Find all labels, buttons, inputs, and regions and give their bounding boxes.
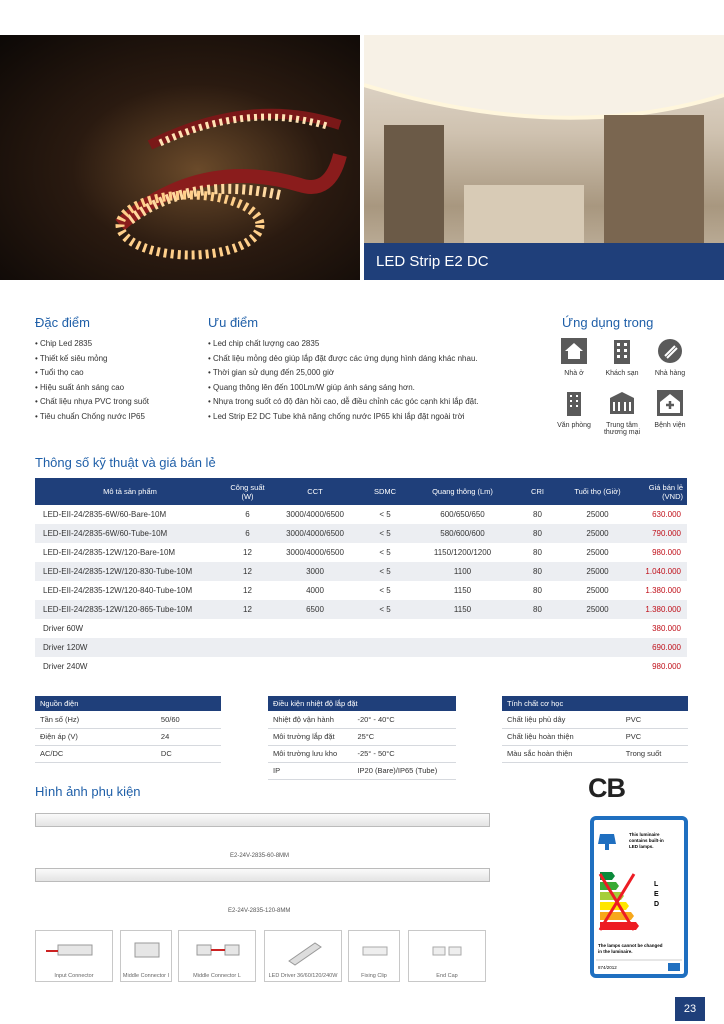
list-item: • Nhựa trong suốt có độ đàn hồi cao, dễ điều chỉnh các góc cạnh khi lắp đặt.: [208, 395, 538, 410]
table-row: Môi trường lưu kho -25° - 50°C: [268, 745, 456, 762]
price-cell: 790.000: [635, 524, 687, 543]
page-number: 23: [675, 997, 705, 1021]
price-cell: 690.000: [635, 638, 687, 657]
table-cell: [410, 619, 515, 638]
svg-text:This luminaire: This luminaire: [629, 832, 660, 837]
accessory-middle-connector-i: Middle Connector I: [120, 930, 172, 982]
table-cell: [515, 657, 560, 676]
strip-120-diagram: [35, 868, 490, 882]
price-cell: 1.380.000: [635, 600, 687, 619]
product-name-cell: LED-EII-24/2835-12W/120-840-Tube-10M: [43, 586, 193, 595]
list-item: • Led Strip E2 DC Tube khả năng chống nước IP65 khi lắp đặt ngoài trời: [208, 410, 538, 425]
table-cell: 6: [225, 524, 270, 543]
table-cell: 80: [533, 586, 542, 595]
strip-120-label: E2-24V-2835-120-8MM: [228, 908, 291, 914]
table-cell: 1150/1200/1200: [433, 548, 492, 557]
accessory-led-driver: LED Driver 36/60/120/240W: [264, 930, 342, 982]
svg-text:contains built-in: contains built-in: [629, 838, 664, 843]
table-cell: 600/650/650: [440, 510, 485, 519]
table-cell: 25000: [586, 510, 609, 519]
price-cell: 980.000: [652, 548, 681, 557]
accessory-fixing-clip: Fixing Clip: [348, 930, 400, 982]
table-row: AC/DC DC: [35, 745, 221, 762]
table-cell: [270, 657, 360, 676]
advantages-list: [208, 337, 538, 424]
table-cell: < 5: [379, 510, 391, 519]
product-name-cell: LED-EII-24/2835-12W/120-865-Tube-10M: [35, 600, 225, 619]
list-item: • Led chip chất lượng cao 2835: [208, 337, 538, 352]
svg-text:L: L: [654, 881, 659, 888]
led-strip-photo: [0, 35, 360, 280]
power-table: Nguồn điện Tần số (Hz) 50/60 Điện áp (V) 24 AC/DC DC: [35, 696, 221, 763]
table-cell: [225, 657, 270, 676]
svg-text:The lamps cannot be changed: The lamps cannot be changed: [598, 943, 663, 948]
table-cell: 25000: [586, 548, 609, 557]
table-cell: 1100: [410, 562, 515, 581]
list-item: • Tiêu chuẩn Chống nước IP65: [35, 410, 149, 425]
table-row: [35, 562, 687, 581]
table-cell: 80: [515, 600, 560, 619]
mechanical-table: Tính chất cơ học Chất liệu phủ dây PVC Chất liệu hoàn thiện PVC Màu sắc hoàn thiện Trong suốt: [502, 696, 688, 763]
price-cell: 630.000: [652, 510, 681, 519]
list-item: • Hiệu suất ánh sáng cao: [35, 381, 149, 396]
table-cell: [515, 638, 560, 657]
table-cell: 4000: [306, 586, 324, 595]
price-cell: 380.000: [652, 624, 681, 633]
table-cell: 12: [243, 586, 252, 595]
accessory-middle-connector-l: Middle Connector L: [178, 930, 256, 982]
table-cell: 80: [533, 548, 542, 557]
product-name-cell: Driver 240W: [43, 662, 88, 671]
table-cell: 80: [533, 510, 542, 519]
house-icon: [561, 338, 587, 364]
table-cell: 1150: [410, 600, 515, 619]
table-cell: [560, 619, 635, 638]
cb-mark: CB: [588, 773, 625, 803]
table-cell: 3000: [270, 562, 360, 581]
office-icon: [561, 390, 587, 416]
table-cell: 3000/4000/6500: [286, 510, 344, 519]
table-row: Môi trường lắp đặt 25°C: [268, 728, 456, 745]
thermal-table: Điều kiện nhiệt độ lắp đặt Nhiệt độ vận hành -20° - 40°C Môi trường lắp đặt 25°C Môi trường lưu kho -25° - 50°C IP IP20 (Bare)/IP65 (Tube): [268, 696, 456, 780]
table-row: [35, 524, 687, 543]
table-cell: [560, 638, 635, 657]
table-cell: [410, 657, 515, 676]
energy-label: [590, 816, 688, 978]
table-row: [35, 638, 687, 657]
app-home: Nhà ở: [550, 338, 598, 377]
table-cell: < 5: [360, 600, 410, 619]
svg-text:in the luminaire.: in the luminaire.: [598, 949, 633, 954]
table-row: Tần số (Hz) 50/60: [35, 711, 221, 728]
table-row: Màu sắc hoàn thiện Trong suốt: [502, 745, 688, 762]
app-hotel: Khách sạn: [598, 338, 646, 377]
energy-label-graphic: [594, 820, 684, 974]
table-cell: [560, 657, 635, 676]
list-item: • Chất liệu mỏng dẻo giúp lắp đặt được các ứng dụng hình dáng khác nhau.: [208, 352, 538, 367]
table-row: Chất liệu phủ dây PVC: [502, 711, 688, 728]
table-row: Nhiệt độ vận hành -20° - 40°C: [268, 711, 456, 728]
spec-table: [35, 478, 687, 676]
price-cell: 1.040.000: [635, 562, 687, 581]
advantages-title: Ưu điểm: [208, 315, 259, 330]
table-cell: 25000: [560, 562, 635, 581]
table-cell: 12: [243, 548, 252, 557]
table-header: Mô tả sản phẩm Công suất (W) CCT SDMC Quang thông (Lm) CRI Tuổi thọ (Giờ) Giá bán lẻ (VND): [35, 478, 687, 505]
app-hospital: Bệnh viện: [646, 390, 694, 429]
product-title: LED Strip E2 DC: [364, 243, 724, 280]
table-cell: 80: [515, 524, 560, 543]
table-cell: 12: [225, 562, 270, 581]
list-item: • Quang thông lên đến 100Lm/W giúp ánh sáng sáng hơn.: [208, 381, 538, 396]
table-cell: < 5: [360, 524, 410, 543]
svg-text:874/2012: 874/2012: [598, 965, 617, 970]
table-cell: [225, 619, 270, 638]
table-cell: 1150: [453, 586, 472, 595]
applications-title: Ứng dụng trong: [562, 315, 654, 330]
list-item: • Thời gian sử dụng đến 25,000 giờ: [208, 366, 538, 381]
table-cell: [360, 638, 410, 657]
features-list: [35, 337, 149, 424]
table-cell: 3000/4000/6500: [286, 548, 344, 557]
restaurant-icon: [657, 338, 683, 364]
table-cell: 12: [225, 600, 270, 619]
accessories-title: Hình ảnh phụ kiện: [35, 784, 141, 799]
product-name-cell: LED-EII-24/2835-12W/120-830-Tube-10M: [35, 562, 225, 581]
svg-text:LED lamps.: LED lamps.: [629, 844, 654, 849]
mall-icon: [609, 390, 635, 416]
table-cell: [270, 638, 360, 657]
product-name-cell: Driver 60W: [43, 624, 84, 633]
table-cell: 25000: [560, 524, 635, 543]
table-row: [35, 543, 687, 562]
features-title: Đặc điểm: [35, 315, 90, 330]
table-cell: < 5: [379, 548, 391, 557]
table-row: [35, 581, 687, 600]
table-row: [35, 619, 687, 638]
strip-60-diagram: [35, 813, 490, 827]
list-item: • Tuổi thọ cao: [35, 366, 149, 381]
hotel-icon: [609, 338, 635, 364]
product-name-cell: LED-EII-24/2835-6W/60-Tube-10M: [35, 524, 225, 543]
table-cell: [360, 657, 410, 676]
product-name-cell: LED-EII-24/2835-6W/60-Bare-10M: [43, 510, 167, 519]
list-item: • Thiết kế siêu mỏng: [35, 352, 149, 367]
price-cell: 1.380.000: [645, 586, 681, 595]
table-row: Chất liệu hoàn thiện PVC: [502, 728, 688, 745]
strip-60-label: E2-24V-2835-60-8MM: [230, 853, 290, 859]
table-cell: 3000/4000/6500: [270, 524, 360, 543]
accessory-input-connector: Input Connector: [35, 930, 113, 982]
app-mall: Trung tâm thương mại: [598, 390, 646, 436]
table-cell: [515, 619, 560, 638]
spec-body: [35, 505, 687, 676]
product-name-cell: Driver 120W: [35, 638, 225, 657]
list-item: • Chip Led 2835: [35, 337, 149, 352]
table-row: [35, 657, 687, 676]
table-cell: 25000: [560, 600, 635, 619]
hospital-icon: [657, 390, 683, 416]
table-row: [35, 600, 687, 619]
table-cell: < 5: [360, 562, 410, 581]
table-row: [35, 505, 687, 524]
table-cell: [225, 638, 270, 657]
svg-text:D: D: [654, 901, 660, 908]
accessory-end-cap: End Cap: [408, 930, 486, 982]
table-cell: [410, 638, 515, 657]
product-name-cell: LED-EII-24/2835-12W/120-Bare-10M: [43, 548, 176, 557]
table-cell: [270, 619, 360, 638]
price-cell: 980.000: [652, 662, 681, 671]
spec-title: Thông số kỹ thuật và giá bán lẻ: [35, 455, 216, 470]
list-item: • Chất liệu nhựa PVC trong suốt: [35, 395, 149, 410]
table-cell: 6500: [270, 600, 360, 619]
table-cell: < 5: [379, 586, 391, 595]
table-cell: [360, 619, 410, 638]
table-cell: 80: [515, 562, 560, 581]
table-cell: 25000: [586, 586, 609, 595]
table-cell: 6: [245, 510, 250, 519]
app-restaurant: Nhà hàng: [646, 338, 694, 377]
app-office: Văn phòng: [550, 390, 598, 429]
table-row: IP IP20 (Bare)/IP65 (Tube): [268, 762, 456, 779]
table-cell: 580/600/600: [410, 524, 515, 543]
svg-text:E: E: [654, 891, 659, 898]
table-row: Điện áp (V) 24: [35, 728, 221, 745]
